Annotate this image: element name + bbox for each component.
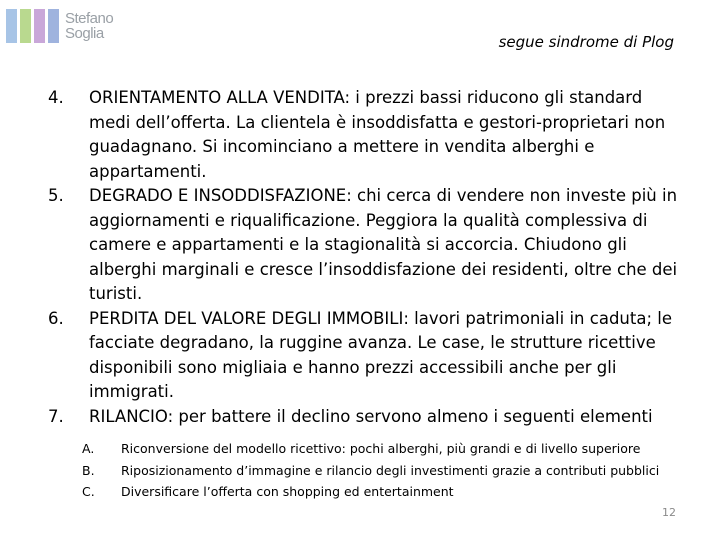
logo-line-2: Soglia [65,25,104,42]
logo-bar [20,9,31,43]
sublist-item [82,440,682,458]
list-item [48,405,678,430]
sublist-item-letter: C. [82,484,95,499]
list-item-text: DEGRADO E INSODDISFAZIONE: chi cerca di vendere non investe più in aggiornamenti e riqualificazione. Peggiora la qualità complessiva di camere e appartamenti e la stagionalità si accorcia. Chiudono gli alberghi marginali e cresce l’insoddisfazione dei residenti, oltre che dei turisti. [89,186,678,303]
list-item-number: 5. [48,186,64,205]
list-item [48,184,678,307]
lettered-sublist [82,440,682,505]
sublist-item-text: Riconversione del modello ricettivo: pochi alberghi, più grandi e di livello superiore [121,441,641,456]
logo-mark [6,9,59,43]
list-item [48,307,678,405]
list-item-number: 4. [48,88,64,107]
logo-bar [6,9,17,43]
sublist-item-text: Diversificare l’offerta con shopping ed entertainment [121,484,454,499]
sublist-item-text: Riposizionamento d’immagine e rilancio degli investimenti grazie a contributi pubblici [121,462,660,478]
list-item [48,86,678,184]
logo-bar [34,9,45,43]
numbered-list [48,86,678,429]
list-item-text: ORIENTAMENTO ALLA VENDITA: i prezzi bassi riducono gli standard medi dell’offerta. La clientela è insoddisfatta e gestori-proprietari non guadagnano. Si incominciano a mettere in vendita alberghi e appartamenti. [89,88,666,181]
list-item-text: PERDITA DEL VALORE DEGLI IMMOBILI: lavori patrimoniali in caduta; le facciate degradano, la ruggine avanza. Le case, le strutture ricettive disponibili sono migliaia e hanno prezzi accessibili anche per gli immigrati. [89,308,672,401]
sublist-item-letter: B. [82,462,95,478]
slide-subtitle: segue sindrome di Plog [498,33,674,51]
logo-line-1: Stefano [65,10,114,27]
sublist-item-letter: A. [82,441,95,456]
logo-text [65,11,113,41]
list-item-number: 7. [48,406,64,426]
logo-bar [48,9,59,43]
sublist-item [82,483,682,501]
sublist-item [82,462,682,480]
page-number: 12 [662,506,676,519]
list-item-number: 6. [48,308,64,328]
logo [6,6,134,46]
list-item-text: RILANCIO: per battere il declino servono almeno i seguenti elementi [89,406,653,426]
